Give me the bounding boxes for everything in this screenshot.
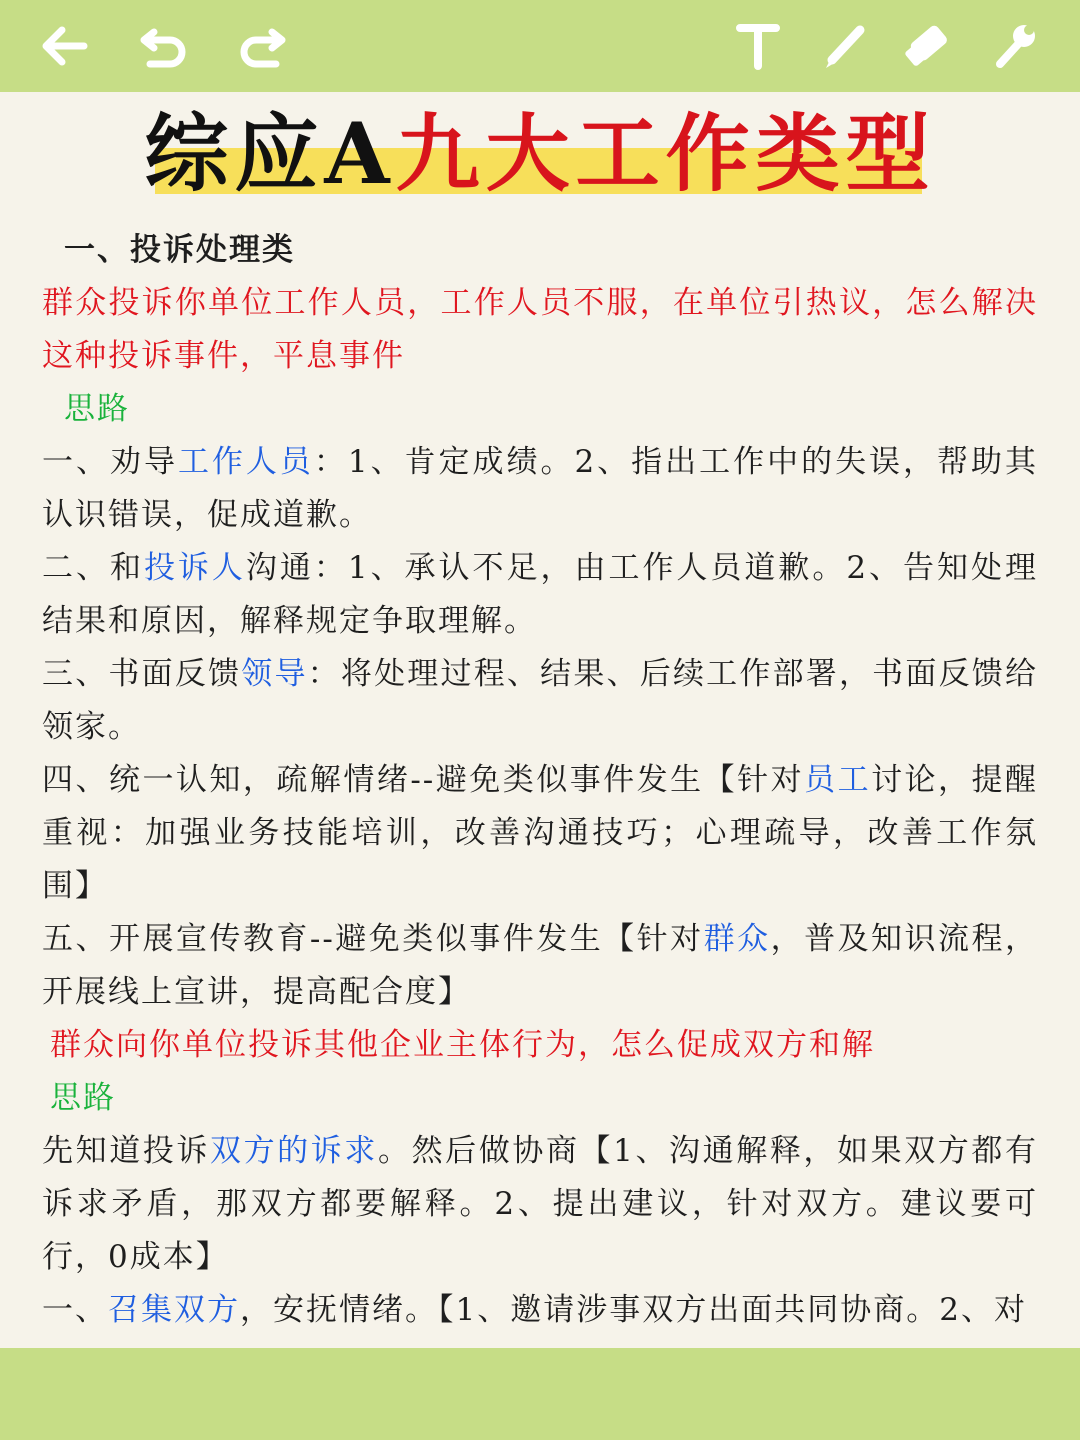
point-7-text: 一、 xyxy=(42,1292,108,1328)
title-red-part: 九大工作类型 xyxy=(395,104,936,203)
point-1-keyword: 工作人员 xyxy=(177,444,314,480)
eraser-icon[interactable] xyxy=(902,18,958,74)
top-toolbar xyxy=(0,0,1080,92)
pen-icon[interactable] xyxy=(818,18,874,74)
point-2-rest: 沟通：1、承认不足，由工作人员道歉。2、告知处理结果和原因，解释规定争取理解。 xyxy=(42,550,1038,639)
point-5 xyxy=(42,913,1038,1019)
question-2: 群众向你单位投诉其他企业主体行为，怎么促成双方和解 xyxy=(50,1027,875,1063)
point-1 xyxy=(42,436,1038,542)
point-6-keyword: 双方的诉求 xyxy=(209,1133,378,1169)
point-1-text: 一、劝导 xyxy=(42,444,178,480)
point-7-rest: ，安抚情绪。【1、邀请涉事双方出面共同协商。2、对 xyxy=(240,1292,1027,1328)
question-1: 群众投诉你单位工作人员，工作人员不服，在单位引热议，怎么解决这种投诉事件，平息事件 xyxy=(42,285,1038,374)
point-2 xyxy=(42,542,1038,648)
page-title xyxy=(0,104,1080,204)
point-6-text: 先知道投诉 xyxy=(42,1133,210,1169)
hint-label-2: 思路 xyxy=(50,1080,116,1116)
bottom-bar xyxy=(0,1348,1080,1440)
point-2-text: 二、和 xyxy=(42,550,144,586)
point-4-keyword: 员工 xyxy=(804,762,872,798)
point-7 xyxy=(42,1284,1038,1337)
text-tool-icon[interactable] xyxy=(730,18,786,74)
point-4-rest: 讨论，提醒重视：加强业务技能培训，改善沟通技巧；心理疏导，改善工作氛围】 xyxy=(42,762,1038,904)
hint-label-1: 思路 xyxy=(64,391,130,427)
section-heading: 一、投诉处理类 xyxy=(64,232,295,268)
point-5-keyword: 群众 xyxy=(703,921,771,957)
point-3-text: 三、书面反馈 xyxy=(42,656,242,692)
point-5-rest: ，普及知识流程，开展线上宣讲，提高配合度】 xyxy=(42,921,1038,1010)
back-arrow-icon[interactable] xyxy=(36,18,92,74)
point-6 xyxy=(42,1125,1038,1284)
point-2-keyword: 投诉人 xyxy=(143,550,246,586)
point-3 xyxy=(42,648,1038,754)
wrench-icon[interactable] xyxy=(986,18,1042,74)
note-content xyxy=(42,224,1038,1337)
undo-icon[interactable] xyxy=(136,18,192,74)
point-6-rest: 。然后做协商【1、沟通解释，如果双方都有诉求矛盾，那双方都要解释。2、提出建议，针对双方。建议要可行，0成本】 xyxy=(42,1133,1039,1275)
point-5-text: 五、开展宣传教育--避免类似事件发生【针对 xyxy=(42,921,704,957)
title-black-part: 综应A xyxy=(144,104,396,203)
redo-icon[interactable] xyxy=(234,18,290,74)
point-4-text: 四、统一认知，疏解情绪--避免类似事件发生【针对 xyxy=(42,762,805,798)
point-1-rest: ：1、肯定成绩。2、指出工作中的失误，帮助其认识错误，促成道歉。 xyxy=(42,444,1038,533)
title-area xyxy=(0,100,1080,210)
point-3-keyword: 领导 xyxy=(241,656,308,692)
point-3-rest: ：将处理过程、结果、后续工作部署，书面反馈给领家。 xyxy=(42,656,1039,745)
point-4 xyxy=(42,754,1038,913)
point-7-keyword: 召集双方 xyxy=(108,1292,240,1328)
